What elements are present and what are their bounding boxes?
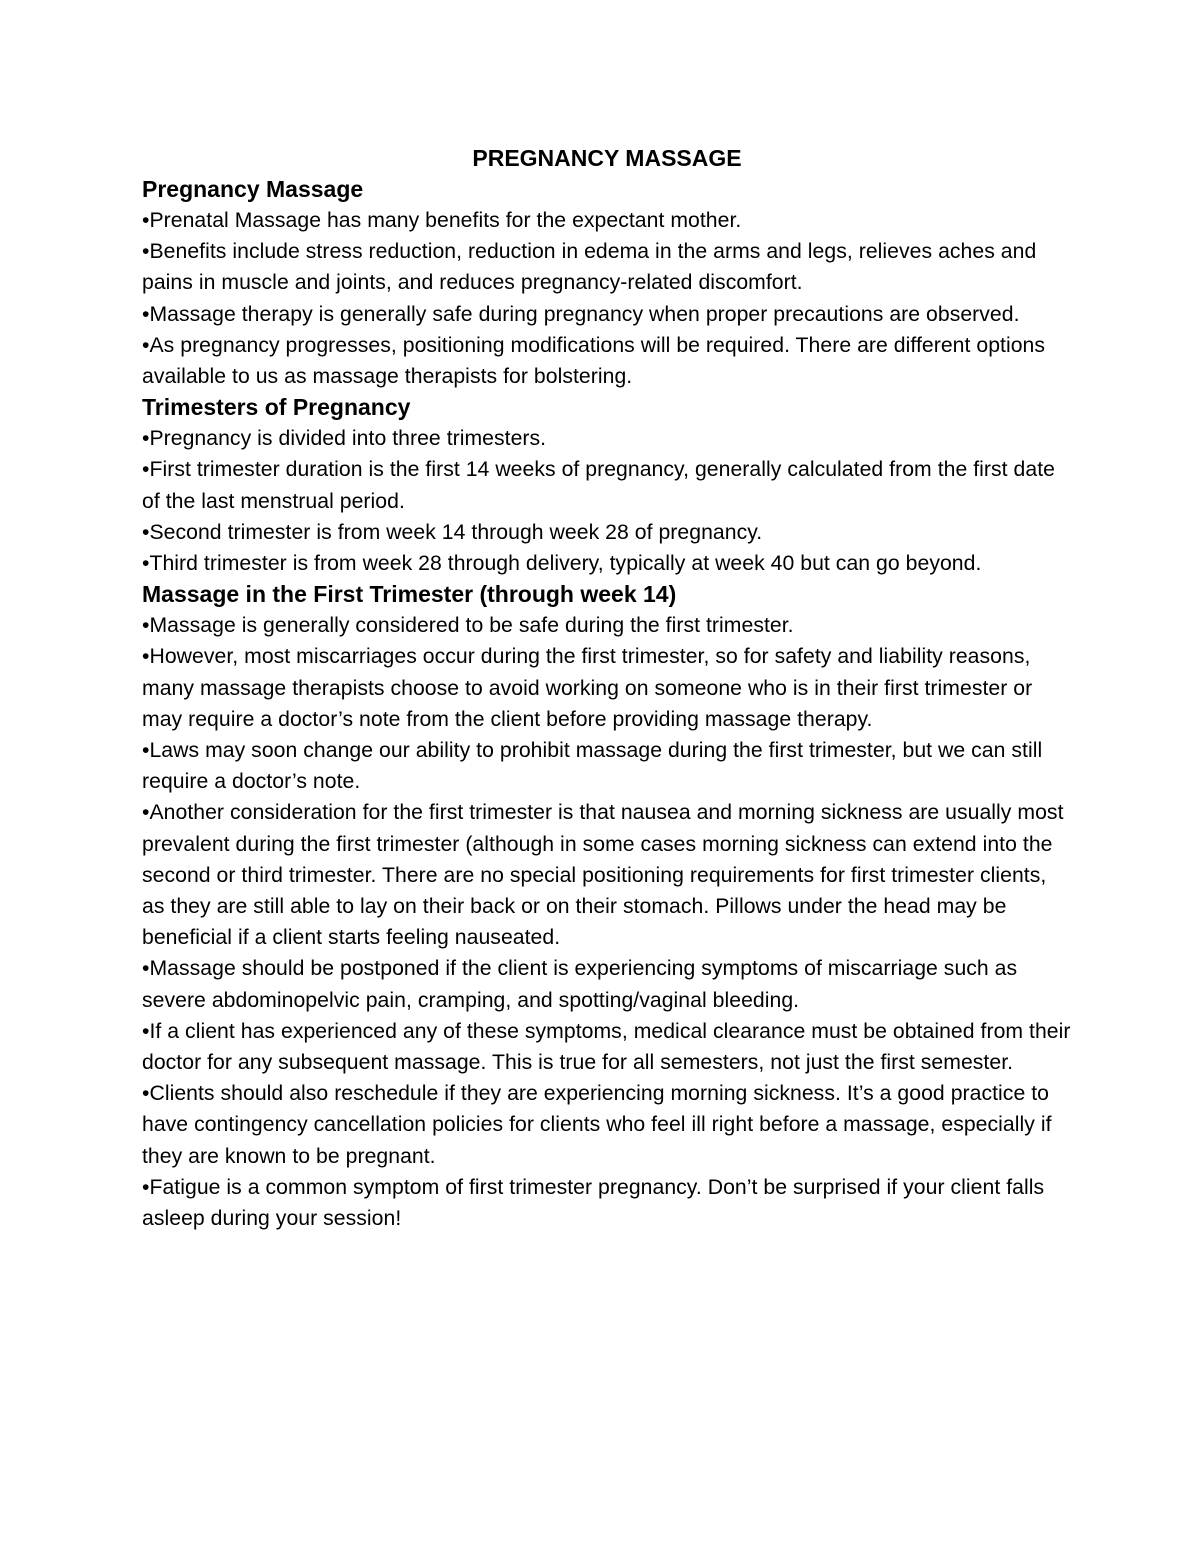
bullet-item: •First trimester duration is the first 14 weeks of pregnancy, generally calculated from the first date of the last menstrual period. (142, 458, 1055, 513)
bullet-item: •Clients should also reschedule if they are experiencing morning sickness. It’s a good practice to have contingency cancellation policies for clients who feel ill right before a massage, especially if they are known to be pregnant. (142, 1082, 1052, 1168)
document-title: PREGNANCY MASSAGE (472, 145, 742, 171)
bullet-item: •Second trimester is from week 14 through week 28 of pregnancy. (142, 520, 763, 544)
bullet-item: •As pregnancy progresses, positioning modifications will be required. There are different options available to us as massage therapists for bolstering. (142, 333, 1046, 389)
section-heading-trimesters: Trimesters of Pregnancy (142, 394, 411, 421)
bullet-list-pregnancy-massage (142, 205, 1072, 392)
bullet-item: •However, most miscarriages occur during the first trimester, so for safety and liability reasons, many massage therapists choose to avoid working on someone who is in their first trimester or may require a doctor’s note from the client before providing massage therapy. (142, 645, 1033, 731)
section-heading-first-trimester: Massage in the First Trimester (through week 14) (142, 581, 677, 608)
document-page (142, 140, 1072, 1234)
bullet-item: •Third trimester is from week 28 through delivery, typically at week 40 but can go beyond. (142, 552, 982, 576)
bullet-item: •Pregnancy is divided into three trimesters. (142, 427, 547, 451)
section-heading-pregnancy-massage: Pregnancy Massage (142, 176, 364, 202)
bullet-list-trimesters (142, 423, 1072, 579)
bullet-item: •Massage should be postponed if the client is experiencing symptoms of miscarriage such as severe abdominopelvic pain, cramping, and spotting/vaginal bleeding. (142, 957, 1018, 1012)
bullet-item: •Another consideration for the first trimester is that nausea and morning sickness are usually most prevalent during the first trimester (although in some cases morning sickness can extend into the second or third trimester. There are no special positioning requirements for first trimester clients, as they are still able to lay on their back or on their stomach. Pillows under the head may be beneficial if a client starts feeling nauseated. (142, 801, 1064, 950)
bullet-item: •If a client has experienced any of these symptoms, medical clearance must be obtained from their doctor for any subsequent massage. This is true for all semesters, not just the first semester. (142, 1019, 1071, 1075)
bullet-list-first-trimester (142, 610, 1072, 1234)
bullet-item: •Massage is generally considered to be safe during the first trimester. (142, 614, 794, 638)
bullet-item: •Massage therapy is generally safe during pregnancy when proper precautions are observed. (142, 302, 1020, 326)
bullet-item: •Prenatal Massage has many benefits for the expectant mother. (142, 209, 742, 232)
bullet-item: •Laws may soon change our ability to prohibit massage during the first trimester, but we can still require a doctor’s note. (142, 739, 1043, 794)
bullet-item: •Benefits include stress reduction, reduction in edema in the arms and legs, relieves aches and pains in muscle and joints, and reduces pregnancy-related discomfort. (142, 240, 1037, 295)
bullet-item: •Fatigue is a common symptom of first trimester pregnancy. Don’t be surprised if your client falls asleep during your session! (142, 1175, 1045, 1231)
